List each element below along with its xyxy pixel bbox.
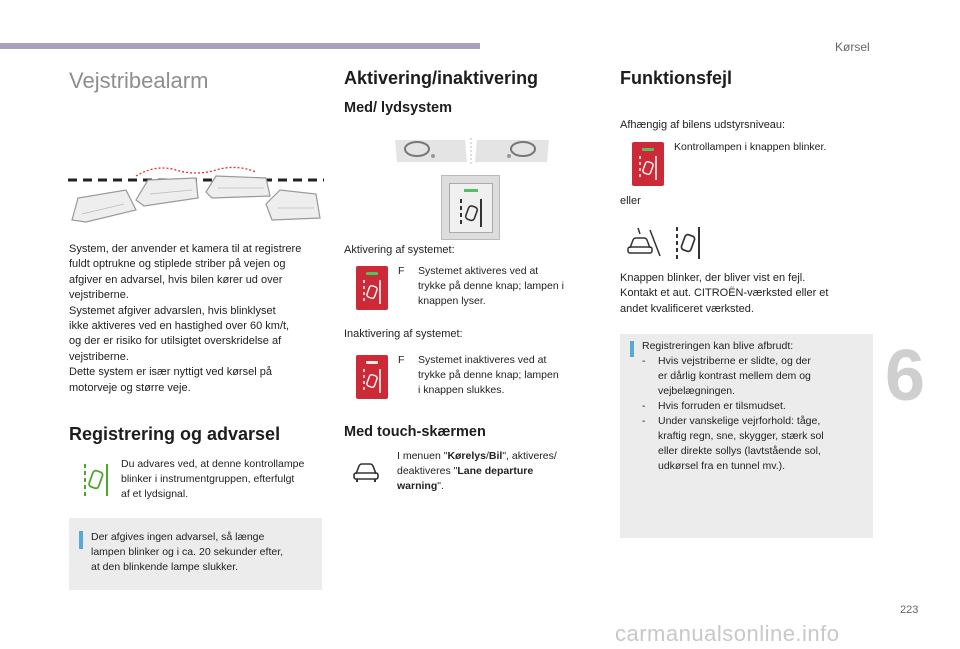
touchscreen-instruction — [397, 449, 597, 494]
lamp-blinking-button — [632, 142, 664, 186]
description-line: vejstriberne. — [69, 350, 129, 363]
activation-line: knappen lyser. — [418, 295, 486, 307]
car-lane-fault-icon — [626, 226, 662, 260]
car-icon — [352, 461, 380, 483]
description-line: afgiver en advarsel, hvis bilen kører ud over — [69, 273, 283, 286]
deactivation-instruction — [398, 353, 593, 398]
activation-line: trykke på denne knap; lampen i — [418, 280, 564, 292]
lamp-blink-text: Kontrollampen i knappen blinker. — [674, 141, 827, 153]
lane-keeping-icon — [458, 198, 484, 228]
chapter-number: 6 — [885, 336, 926, 416]
fault-text — [620, 271, 880, 317]
col1-title: Vejstribealarm — [69, 68, 209, 93]
fault-line: Kontakt et aut. CITROËN-værksted eller et — [620, 287, 829, 300]
info-heading: Registreringen kan blive afbrudt: — [642, 340, 794, 352]
info-item — [642, 414, 870, 474]
dash: - — [642, 355, 646, 367]
text-fragment: ", aktiveres/ — [502, 450, 557, 462]
info-item-line: Under vanskelige vejrforhold: tåge, — [658, 415, 821, 427]
lamp-off-button — [356, 355, 388, 399]
or-text: eller — [620, 195, 641, 207]
description-line: og der er risiko for utilsigtet overskridelse af — [69, 335, 282, 348]
info-icon — [630, 341, 634, 357]
description-line: Dette system er især nyttigt ved kørsel på — [69, 366, 272, 379]
info-icon — [79, 531, 83, 549]
warning-line: Du advares ved, at denne kontrollampe — [121, 458, 305, 470]
info-item-line: vejbelægningen. — [658, 385, 736, 397]
col3-title: Funktionsfejl — [620, 68, 732, 88]
description-line: ikke aktiveres ved en hastighed over 60 km/t, — [69, 320, 290, 333]
lane-button-closeup — [441, 175, 500, 240]
fault-line: andet kvalificeret værksted. — [620, 302, 754, 315]
lamp-led — [366, 272, 378, 275]
lane-keeping-icon — [638, 155, 658, 181]
lane-departure-illustration — [66, 160, 326, 228]
info-item — [642, 399, 870, 414]
audio-system-heading: Med/ lydsystem — [344, 100, 452, 116]
lamp-lit-button — [356, 266, 388, 310]
info-text-col1 — [91, 530, 319, 575]
deactivation-line: i knappen slukkes. — [418, 384, 505, 396]
info-item-line: er dårlig kontrast mellem dem og — [658, 370, 811, 382]
lamp-led — [642, 148, 654, 151]
description-line: Systemet afgiver advarslen, hvis blinklyset — [69, 304, 276, 317]
activation-label: Aktivering af systemet: — [344, 244, 455, 256]
warning-text — [121, 457, 321, 502]
lane-keeping-fault-icon — [674, 226, 702, 260]
dash: - — [642, 400, 646, 412]
warning-line: blinker i instrumentgruppen, efterfulgt — [121, 473, 295, 485]
dashboard-steering-illustration — [393, 136, 553, 168]
info-item-line: Hvis forruden er tilsmudset. — [658, 400, 786, 412]
lane-button-face — [449, 183, 493, 233]
deactivation-line: Systemet inaktiveres ved at — [418, 354, 547, 366]
info-item-line: Hvis vejstriberne er slidte, og der — [658, 355, 811, 367]
lane-keeping-icon — [362, 368, 382, 394]
dash: - — [642, 415, 646, 427]
registration-heading: Registrering og advarsel — [69, 424, 281, 444]
deactivation-line: trykke på denne knap; lampen — [418, 369, 559, 381]
text-fragment: / — [485, 450, 489, 462]
bullet-f: F — [398, 354, 405, 366]
top-accent-bar — [0, 43, 480, 49]
deactivation-label: Inaktivering af systemet: — [344, 328, 463, 340]
info-item-line: kraftig regn, sne, skygger, stærk sol — [658, 430, 824, 442]
lamp-led — [366, 361, 378, 364]
info-text-col3 — [642, 339, 870, 474]
section-label: Kørsel — [835, 40, 870, 54]
system-description — [69, 242, 329, 396]
option-name: Lane departure — [457, 465, 534, 477]
menu-name-lights: Kørelys — [447, 450, 486, 462]
activation-instruction — [398, 264, 593, 309]
watermark: carmanualsonline.info — [615, 621, 840, 646]
info-line: at den blinkende lampe slukker. — [91, 561, 239, 573]
info-line: Der afgives ingen advarsel, så længe — [91, 531, 265, 543]
description-line: System, der anvender et kamera til at registrere — [69, 243, 302, 255]
text-fragment: I menuen " — [397, 450, 448, 462]
equipment-intro: Afhængig af bilens udstyrsniveau: — [620, 119, 786, 131]
bullet-f: F — [398, 265, 405, 277]
text-fragment: ". — [437, 480, 444, 492]
description-line: vejstriberne. — [69, 289, 129, 302]
info-box-col3 — [620, 334, 873, 538]
lane-button-led — [464, 189, 478, 192]
description-line: fuldt optrukne og stiplede striber på vejen og — [69, 258, 286, 271]
menu-name-car: Bil — [488, 450, 503, 462]
touchscreen-heading: Med touch-skærmen — [344, 424, 486, 440]
warning-line: af et lydsignal. — [121, 488, 189, 500]
lane-keeping-icon — [362, 279, 382, 305]
info-item-line: udkørsel fra en tunnel mv.). — [658, 460, 786, 472]
option-name: warning — [397, 480, 438, 492]
text-fragment: deaktiveres " — [397, 465, 458, 477]
description-line: motorveje og større veje. — [69, 381, 191, 394]
info-box-col1 — [69, 518, 322, 590]
info-item — [642, 354, 870, 399]
info-item-line: eller direkte sollys (lavtstående sol, — [658, 445, 821, 457]
col2-title: Aktivering/inaktivering — [344, 68, 539, 88]
lane-warning-lamp-icon — [82, 462, 110, 498]
activation-line: Systemet aktiveres ved at — [418, 265, 539, 277]
info-line: lampen blinker og i ca. 20 sekunder efter, — [91, 546, 284, 558]
fault-line: Knappen blinker, der bliver vist en fejl. — [620, 272, 806, 284]
page-number: 223 — [900, 604, 919, 616]
